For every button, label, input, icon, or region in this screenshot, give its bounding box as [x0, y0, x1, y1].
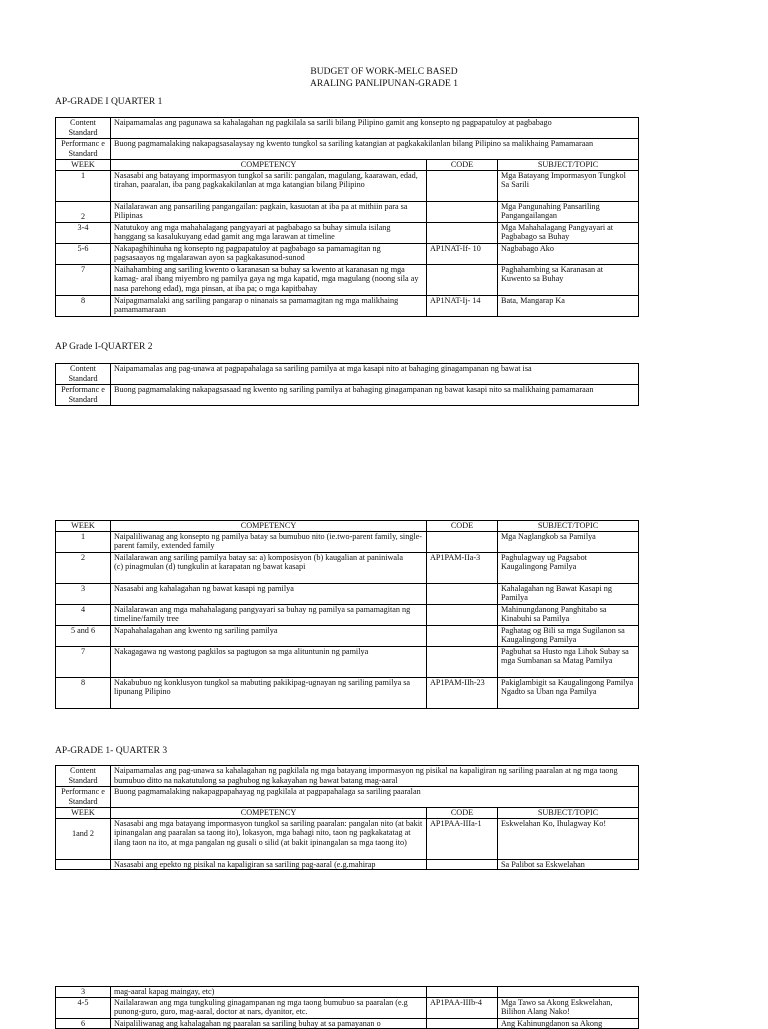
competency-header: COMPETENCY	[111, 808, 427, 819]
competency-cell: mag-aaral kapag maingay, etc)	[111, 987, 427, 998]
content-standard-label: Content Standard	[56, 118, 111, 139]
code-cell: AP1NAT-Ij- 14	[427, 295, 498, 316]
subject-cell: Kahalagahan ng Bawat Kasapi ng Pamilya	[498, 583, 639, 604]
week-cell: 5 and 6	[56, 625, 111, 646]
table-row	[56, 859, 639, 870]
table-header-row	[56, 521, 639, 532]
week-header: WEEK	[56, 808, 111, 819]
competency-cell: Nakapaghihinuha ng konsepto ng pagpapatuloy at pagbabago sa pamamagitan ng pagsasaayos ng mgalarawan ayon sa pagkakasunod-sunod	[111, 243, 427, 264]
code-cell	[427, 625, 498, 646]
content-standard-row	[56, 118, 639, 139]
competency-cell: Nakagagawa ng wastong pagkilos sa pagtugon sa mga alituntunin ng pamilya	[111, 646, 427, 677]
week-cell: 3	[56, 583, 111, 604]
code-cell	[427, 170, 498, 201]
table-row	[56, 264, 639, 295]
code-header: CODE	[427, 160, 498, 171]
competency-cell: Nailalarawan ang mga mahahalagang pangyayari sa buhay ng pamilya sa pamamagitan ng timeline/family tree	[111, 604, 427, 625]
code-header: CODE	[427, 521, 498, 532]
code-cell	[427, 646, 498, 677]
subject-cell: Mahinungdanong Panghitabo sa Kinabuhi sa Pamilya	[498, 604, 639, 625]
code-cell	[427, 264, 498, 295]
title-line-2: ARALING PANLIPUNAN-GRADE 1	[310, 79, 458, 89]
week-cell: 1	[56, 170, 111, 201]
table-row	[56, 222, 639, 243]
code-cell	[427, 201, 498, 222]
week-header: WEEK	[56, 521, 111, 532]
competency-cell: Nasasabi ang epekto ng pisikal na kapaligiran sa sariling pag-aaral (e.g.mahirap	[111, 859, 427, 870]
quarter-2-standards-table	[55, 363, 639, 406]
performance-standard-label: Performanc e Standard	[56, 787, 111, 808]
table-row	[56, 646, 639, 677]
competency-cell: Napahahalagahan ang kwento ng sariling pamilya	[111, 625, 427, 646]
code-cell	[427, 1018, 498, 1029]
competency-cell: Naihahambing ang sariling kwento o karanasan sa buhay sa kwento at karanasan ng mga kamag- aral ibang miyembro ng pamilya gaya ng mga kapatid, mga magulang (noong sila ay nasa parehong edad), mga pinsan, at iba pa; o mga kapitbahay	[111, 264, 427, 295]
quarter-1-table	[55, 117, 639, 317]
competency-cell: Naipagmamalaki ang sariling pangarap o ninanais sa pamamagitan ng mga malikhaing pamamamaraan	[111, 295, 427, 316]
subject-cell: Mga Mahahalagang Pangyayari at Pagbabago sa Buhay	[498, 222, 639, 243]
competency-header: COMPETENCY	[111, 160, 427, 171]
competency-cell: Nailalarawan ang pansariling pangangailan: pagkain, kasuotan at iba pa at mithiin para sa Pilipinas	[111, 201, 427, 222]
week-cell: 7	[56, 264, 111, 295]
performance-standard-label: Performanc e Standard	[56, 139, 111, 160]
table-row	[56, 818, 639, 859]
subject-cell: Mga Naglangkob sa Pamilya	[498, 531, 639, 552]
competency-cell: Naipaliliwanag ang kahalagahan ng paaralan sa sariling buhay at sa pamayanan o	[111, 1018, 427, 1029]
quarter-2-table	[55, 520, 639, 709]
week-cell: 8	[56, 295, 111, 316]
competency-cell: Nasasabi ang kahalagahan ng bawat kasapi ng pamilya	[111, 583, 427, 604]
table-row	[56, 552, 639, 583]
table-row	[56, 1018, 639, 1029]
content-standard-row	[56, 364, 639, 385]
table-row	[56, 295, 639, 316]
code-cell: AP1PAM-IIh-23	[427, 677, 498, 708]
content-standard-label: Content Standard	[56, 364, 111, 385]
subject-cell: Pagbuhat sa Husto nga Lihok Subay sa mga Sumbanan sa Matag Pamilya	[498, 646, 639, 677]
subject-cell: Ang Kahinungdanon sa Akong	[498, 1018, 639, 1029]
competency-cell: Nakabubuo ng konklusyon tungkol sa mabuting pakikipag-ugnayan ng sariling pamilya sa lipunang Pilipino	[111, 677, 427, 708]
table-row	[56, 997, 639, 1018]
table-row	[56, 583, 639, 604]
table-row	[56, 201, 639, 222]
competency-cell: Naipaliliwanag ang konsepto ng pamilya batay sa bumubuo nito (ie.two-parent family, single-parent family, extended family	[111, 531, 427, 552]
week-cell: 3	[56, 987, 111, 998]
week-cell: 1and 2	[56, 818, 111, 859]
subject-header: SUBJECT/TOPIC	[498, 160, 639, 171]
week-cell: 7	[56, 646, 111, 677]
performance-standard-row	[56, 787, 639, 808]
subject-cell: Paghulagway ug Pagsabot Kaugalingong Pamilya	[498, 552, 639, 583]
content-standard-text: Naipamamalas ang pagunawa sa kahalagahan ng pagkilala sa sarili bilang Pilipino gamit ang konsepto ng pagpapatuloy at pagbabago	[111, 118, 639, 139]
content-standard-label: Content Standard	[56, 766, 111, 787]
content-standard-text: Naipamamalas ang pag-unawa sa kahalagahan ng pagkilala ng mga batayang impormasyon ng pisikal na kapaligiran ng sariling paaralan at ng mga taong bumubuo ditto na nakatutulong sa paghubog ng kakayahan ng bawat batang mag-aaral	[111, 766, 639, 787]
subject-cell: Paghatag og Bili sa mga Sugilanon sa Kaugalingong Pamilya	[498, 625, 639, 646]
performance-standard-label: Performanc e Standard	[56, 385, 111, 406]
table-header-row	[56, 808, 639, 819]
table-row	[56, 987, 639, 998]
table-header-row	[56, 160, 639, 171]
document-title	[0, 66, 768, 90]
competency-cell: Natutukoy ang mga mahahalagang pangyayari at pagbabago sa buhay simula isilang hanggang sa kasalukuyang edad gamit ang mga larawan at timeline	[111, 222, 427, 243]
title-line-1: BUDGET OF WORK-MELC BASED	[310, 67, 458, 77]
week-cell	[56, 859, 111, 870]
content-standard-row	[56, 766, 639, 787]
code-cell	[427, 222, 498, 243]
week-header: WEEK	[56, 160, 111, 171]
performance-standard-text: Buong pagmamalaking nakapagpapahayag ng pagkilala at pagpapahalaga sa sariling paaralan	[111, 787, 639, 808]
quarter-1-heading: AP-GRADE I QUARTER 1	[55, 97, 163, 107]
subject-cell: Mga Tawo sa Akong Eskwelahan, Bilihon Alang Nako!	[498, 997, 639, 1018]
week-cell: 3-4	[56, 222, 111, 243]
code-header: CODE	[427, 808, 498, 819]
quarter-3-table	[55, 765, 639, 870]
table-row	[56, 625, 639, 646]
code-cell	[427, 604, 498, 625]
competency-cell: Nasasabi ang mga batayang impormasyon tungkol sa sariling paaralan: pangalan nito (at bakit ipinangalan ang paaralan sa taong ito), lokasyon, mga bahagi nito, taon ng pagkakatatag at ilang taon na ito, at mga pangalan ng gusali o silid (at bakit ipinangalan sa mga taong ito)	[111, 818, 427, 859]
performance-standard-row	[56, 139, 639, 160]
subject-cell: Eskwelahan Ko, Ihulagway Ko!	[498, 818, 639, 859]
quarter-3-continuation-table	[55, 986, 639, 1029]
subject-cell: Bata, Mangarap Ka	[498, 295, 639, 316]
week-cell: 4-5	[56, 997, 111, 1018]
week-cell: 2	[56, 552, 111, 583]
performance-standard-text: Buong pagmamalaking nakapagsasalaysay ng kwento tungkol sa sariling katangian at pagkakakilanlan bilang Pilipino sa malikhaing Pamamaraan	[111, 139, 639, 160]
table-row	[56, 170, 639, 201]
week-cell: 4	[56, 604, 111, 625]
code-cell	[427, 583, 498, 604]
subject-header: SUBJECT/TOPIC	[498, 808, 639, 819]
subject-cell: Nagbabago Ako	[498, 243, 639, 264]
subject-cell: Pakiglambigit sa Kaugalingong Pamilya Ngadto sa Uban nga Pamilya	[498, 677, 639, 708]
code-cell: AP1PAA-IIIa-1	[427, 818, 498, 859]
code-cell: AP1NAT-If- 10	[427, 243, 498, 264]
competency-cell: Nailalarawan ang sariling pamilya batay sa: a) komposisyon (b) kaugalian at paniniwala (c) pinagmulan (d) tungkulin at karapatan ng bawat kasapi	[111, 552, 427, 583]
code-cell	[427, 531, 498, 552]
week-cell: 1	[56, 531, 111, 552]
subject-cell: Sa Palibot sa Eskwelahan	[498, 859, 639, 870]
code-cell	[427, 859, 498, 870]
quarter-2-heading: AP Grade I-QUARTER 2	[55, 342, 153, 352]
competency-cell: Nailalarawan ang mga tungkuling ginagampanan ng mga taong bumubuo sa paaralan (e.g punong-guro, guro, mag-aaral, doctor at nars, dyanitor, etc.	[111, 997, 427, 1018]
code-cell	[427, 987, 498, 998]
week-cell: 6	[56, 1018, 111, 1029]
competency-header: COMPETENCY	[111, 521, 427, 532]
competency-cell: Nasasabi ang batayang impormasyon tungkol sa sarili: pangalan, magulang, kaarawan, edad, tirahan, paaralan, iba pang pagkakakilanlan at mga katangian bilang Pilipino	[111, 170, 427, 201]
performance-standard-row	[56, 385, 639, 406]
quarter-3-heading: AP-GRADE 1- QUARTER 3	[55, 746, 168, 756]
subject-cell: Mga Batayang Impormasyon Tungkol Sa Sarili	[498, 170, 639, 201]
content-standard-text: Naipamamalas ang pag-unawa at pagpapahalaga sa sariling pamilya at mga kasapi nito at bahaging ginagampanan ng bawat isa	[111, 364, 639, 385]
code-cell: AP1PAM-IIa-3	[427, 552, 498, 583]
table-row	[56, 531, 639, 552]
table-row	[56, 604, 639, 625]
table-row	[56, 677, 639, 708]
subject-cell: Paghahambing sa Karanasan at Kuwento sa Buhay	[498, 264, 639, 295]
week-cell: 2	[56, 201, 111, 222]
week-cell: 5-6	[56, 243, 111, 264]
week-cell: 8	[56, 677, 111, 708]
table-row	[56, 243, 639, 264]
code-cell: AP1PAA-IIIb-4	[427, 997, 498, 1018]
performance-standard-text: Buong pagmamalaking nakapagsasaad ng kwento ng sariling pamilya at bahaging ginagampanan ng bawat kasapi nito sa malikhaing pamamaraan	[111, 385, 639, 406]
subject-cell	[498, 987, 639, 998]
subject-header: SUBJECT/TOPIC	[498, 521, 639, 532]
subject-cell: Mga Pangunahing Pansariling Pangangailangan	[498, 201, 639, 222]
